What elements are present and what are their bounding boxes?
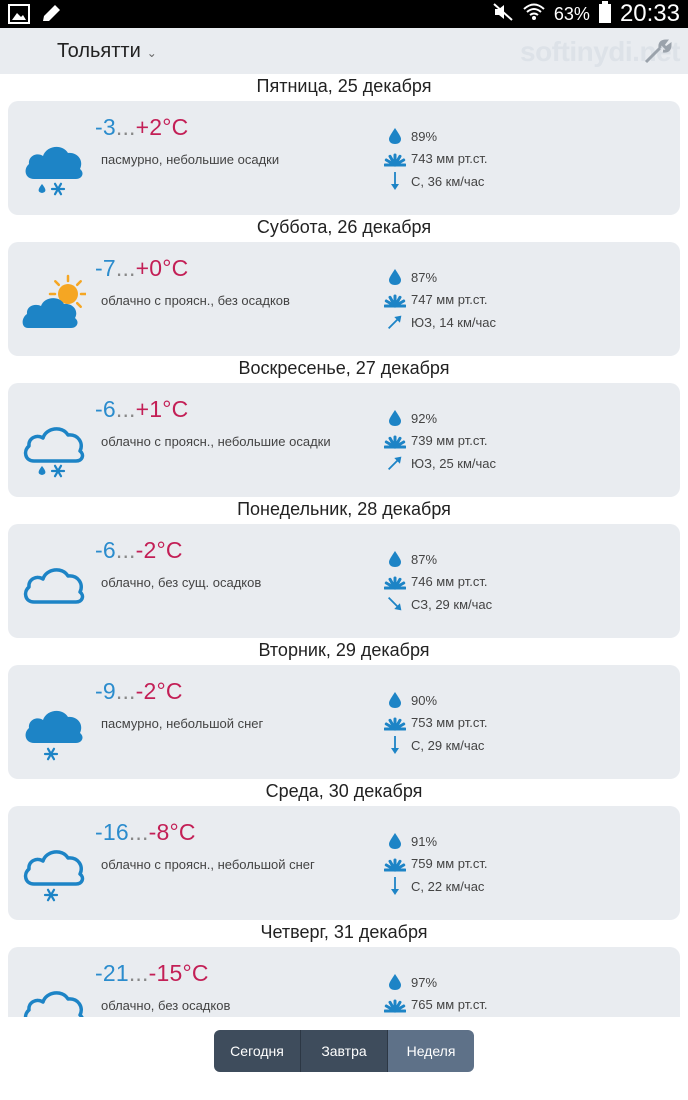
cloud-sun-icon [22, 274, 86, 338]
temp-separator: ... [115, 396, 136, 422]
cloud-outline-rain-snow-icon [22, 415, 86, 479]
forecast-list[interactable] [0, 74, 688, 1017]
weather-params [384, 548, 664, 616]
wifi-icon [522, 2, 546, 27]
forecast-card[interactable] [8, 806, 680, 920]
pressure-value: 765 мм рт.ст. [411, 997, 488, 1013]
wind-value: СЗ, 29 км/час [411, 596, 493, 612]
tab-tomorrow[interactable]: Завтра [300, 1030, 387, 1072]
tab-week[interactable]: Неделя [387, 1030, 474, 1072]
forecast-day [0, 638, 688, 779]
day-title: Понедельник, 28 декабря [237, 499, 451, 519]
weather-params [384, 830, 664, 898]
humidity-row [384, 689, 664, 712]
pressure-row [384, 712, 664, 735]
day-title: Пятница, 25 декабря [256, 76, 432, 96]
humidity-drop-icon [384, 127, 406, 145]
humidity-drop-icon [384, 268, 406, 286]
pressure-icon [384, 855, 406, 873]
temp-separator: ... [115, 114, 136, 140]
day-title: Вторник, 29 декабря [258, 640, 430, 660]
temp-min: -7 [95, 255, 116, 281]
pressure-row [384, 571, 664, 594]
wind-row [384, 452, 664, 475]
pencil-icon [40, 4, 62, 29]
city-selector[interactable] [57, 40, 157, 63]
wind-row [384, 311, 664, 334]
humidity-drop-icon [384, 550, 406, 568]
mute-icon [492, 2, 514, 27]
temperature-range [95, 537, 183, 564]
temp-separator: ... [128, 960, 149, 986]
wind-direction-icon [384, 736, 406, 754]
humidity-row [384, 830, 664, 853]
day-title: Суббота, 26 декабря [256, 217, 432, 237]
wind-row [384, 593, 664, 616]
weather-description: облачно с проясн., без осадков [101, 293, 290, 308]
city-name: Тольятти [57, 40, 141, 62]
pressure-row [384, 994, 664, 1017]
pressure-value: 746 мм рт.ст. [411, 574, 488, 590]
weather-description: облачно, без осадков [101, 998, 231, 1013]
humidity-value: 90% [411, 692, 438, 708]
humidity-value: 92% [411, 410, 438, 426]
temp-max: +0°C [135, 255, 189, 281]
pressure-value: 747 мм рт.ст. [411, 292, 488, 308]
cloud-outline-snow-icon [22, 838, 86, 902]
temp-max: -2°C [135, 537, 183, 563]
temp-max: +1°C [135, 396, 189, 422]
humidity-value: 87% [411, 551, 438, 567]
wrench-icon[interactable] [642, 38, 674, 71]
forecast-card[interactable] [8, 242, 680, 356]
temperature-range [95, 819, 196, 846]
pressure-icon [384, 573, 406, 591]
pressure-icon [384, 996, 406, 1014]
temp-separator: ... [115, 678, 136, 704]
humidity-row [384, 125, 664, 148]
weather-params [384, 971, 664, 1016]
weather-description: пасмурно, небольшой снег [101, 716, 264, 731]
pressure-value: 743 мм рт.ст. [411, 151, 488, 167]
temp-min: -9 [95, 678, 116, 704]
wind-direction-icon [384, 313, 406, 331]
wind-value: ЮЗ, 25 км/час [411, 455, 497, 471]
chevron-down-icon: ⌄ [146, 46, 157, 60]
temperature-range [95, 255, 188, 282]
day-title: Среда, 30 декабря [265, 781, 423, 801]
cloud-outline-icon [22, 556, 86, 620]
pressure-row [384, 148, 664, 171]
pressure-icon [384, 150, 406, 168]
temp-separator: ... [115, 537, 136, 563]
humidity-drop-icon [384, 973, 406, 991]
wind-value: С, 22 км/час [411, 878, 485, 894]
status-bar [0, 0, 688, 28]
wind-direction-icon [384, 595, 406, 613]
app-header [0, 28, 688, 74]
wind-row [384, 170, 664, 193]
pressure-icon [384, 714, 406, 732]
pressure-row [384, 289, 664, 312]
temperature-range [95, 396, 188, 423]
day-title: Воскресенье, 27 декабря [238, 358, 450, 378]
humidity-value: 89% [411, 128, 438, 144]
pressure-icon [384, 291, 406, 309]
weather-description: пасмурно, небольшие осадки [101, 152, 280, 167]
temp-max: -8°C [148, 819, 196, 845]
humidity-row [384, 548, 664, 571]
forecast-card[interactable] [8, 665, 680, 779]
forecast-day [0, 920, 688, 1017]
temp-separator: ... [115, 255, 136, 281]
temp-min: -6 [95, 396, 116, 422]
day-title: Четверг, 31 декабря [260, 922, 428, 942]
clock: 20:33 [619, 0, 680, 27]
temp-min: -16 [95, 819, 129, 845]
forecast-day [0, 74, 688, 215]
weather-params [384, 266, 664, 334]
temp-max: -15°C [148, 960, 209, 986]
gallery-icon [8, 4, 30, 29]
temperature-range [95, 960, 209, 987]
pressure-value: 753 мм рт.ст. [411, 715, 488, 731]
weather-description: облачно с проясн., небольшие осадки [101, 434, 331, 449]
wind-row [384, 875, 664, 898]
wind-row [384, 734, 664, 757]
humidity-value: 97% [411, 974, 438, 990]
forecast-day [0, 215, 688, 356]
humidity-row [384, 266, 664, 289]
temp-min: -3 [95, 114, 116, 140]
pressure-value: 759 мм рт.ст. [411, 856, 488, 872]
humidity-drop-icon [384, 832, 406, 850]
forecast-card[interactable] [8, 947, 680, 1017]
pressure-row [384, 853, 664, 876]
weather-params [384, 125, 664, 193]
weather-params [384, 407, 664, 475]
weather-description: облачно с проясн., небольшой снег [101, 857, 315, 872]
pressure-value: 739 мм рт.ст. [411, 433, 488, 449]
cloud-outline-icon [22, 979, 86, 1017]
wind-value: С, 29 км/час [411, 737, 485, 753]
forecast-day [0, 356, 688, 497]
watermark: softinydi.net [520, 36, 680, 67]
forecast-day [0, 497, 688, 638]
pressure-row [384, 430, 664, 453]
forecast-card[interactable] [8, 101, 680, 215]
temperature-range [95, 678, 183, 705]
wind-value: С, 36 км/час [411, 173, 485, 189]
battery-icon [598, 1, 612, 28]
wind-direction-icon [384, 172, 406, 190]
battery-percent: 63% [553, 3, 590, 24]
forecast-card[interactable] [8, 524, 680, 638]
cloud-filled-rain-snow-icon [22, 133, 86, 197]
humidity-drop-icon [384, 409, 406, 427]
forecast-card[interactable] [8, 383, 680, 497]
wind-direction-icon [384, 877, 406, 895]
cloud-filled-snow-icon [22, 697, 86, 761]
humidity-row [384, 971, 664, 994]
humidity-drop-icon [384, 691, 406, 709]
temp-max: -2°C [135, 678, 183, 704]
wind-direction-icon [384, 454, 406, 472]
temp-separator: ... [128, 819, 149, 845]
humidity-value: 91% [411, 833, 438, 849]
humidity-row [384, 407, 664, 430]
temp-min: -6 [95, 537, 116, 563]
weather-description: облачно, без сущ. осадков [101, 575, 262, 590]
tab-today[interactable]: Сегодня [214, 1030, 300, 1072]
forecast-day [0, 779, 688, 920]
temperature-range [95, 114, 188, 141]
weather-params [384, 689, 664, 757]
pressure-icon [384, 432, 406, 450]
humidity-value: 87% [411, 269, 438, 285]
period-tabs [214, 1030, 474, 1072]
temp-max: +2°C [135, 114, 189, 140]
wind-value: ЮЗ, 14 км/час [411, 314, 497, 330]
temp-min: -21 [95, 960, 129, 986]
